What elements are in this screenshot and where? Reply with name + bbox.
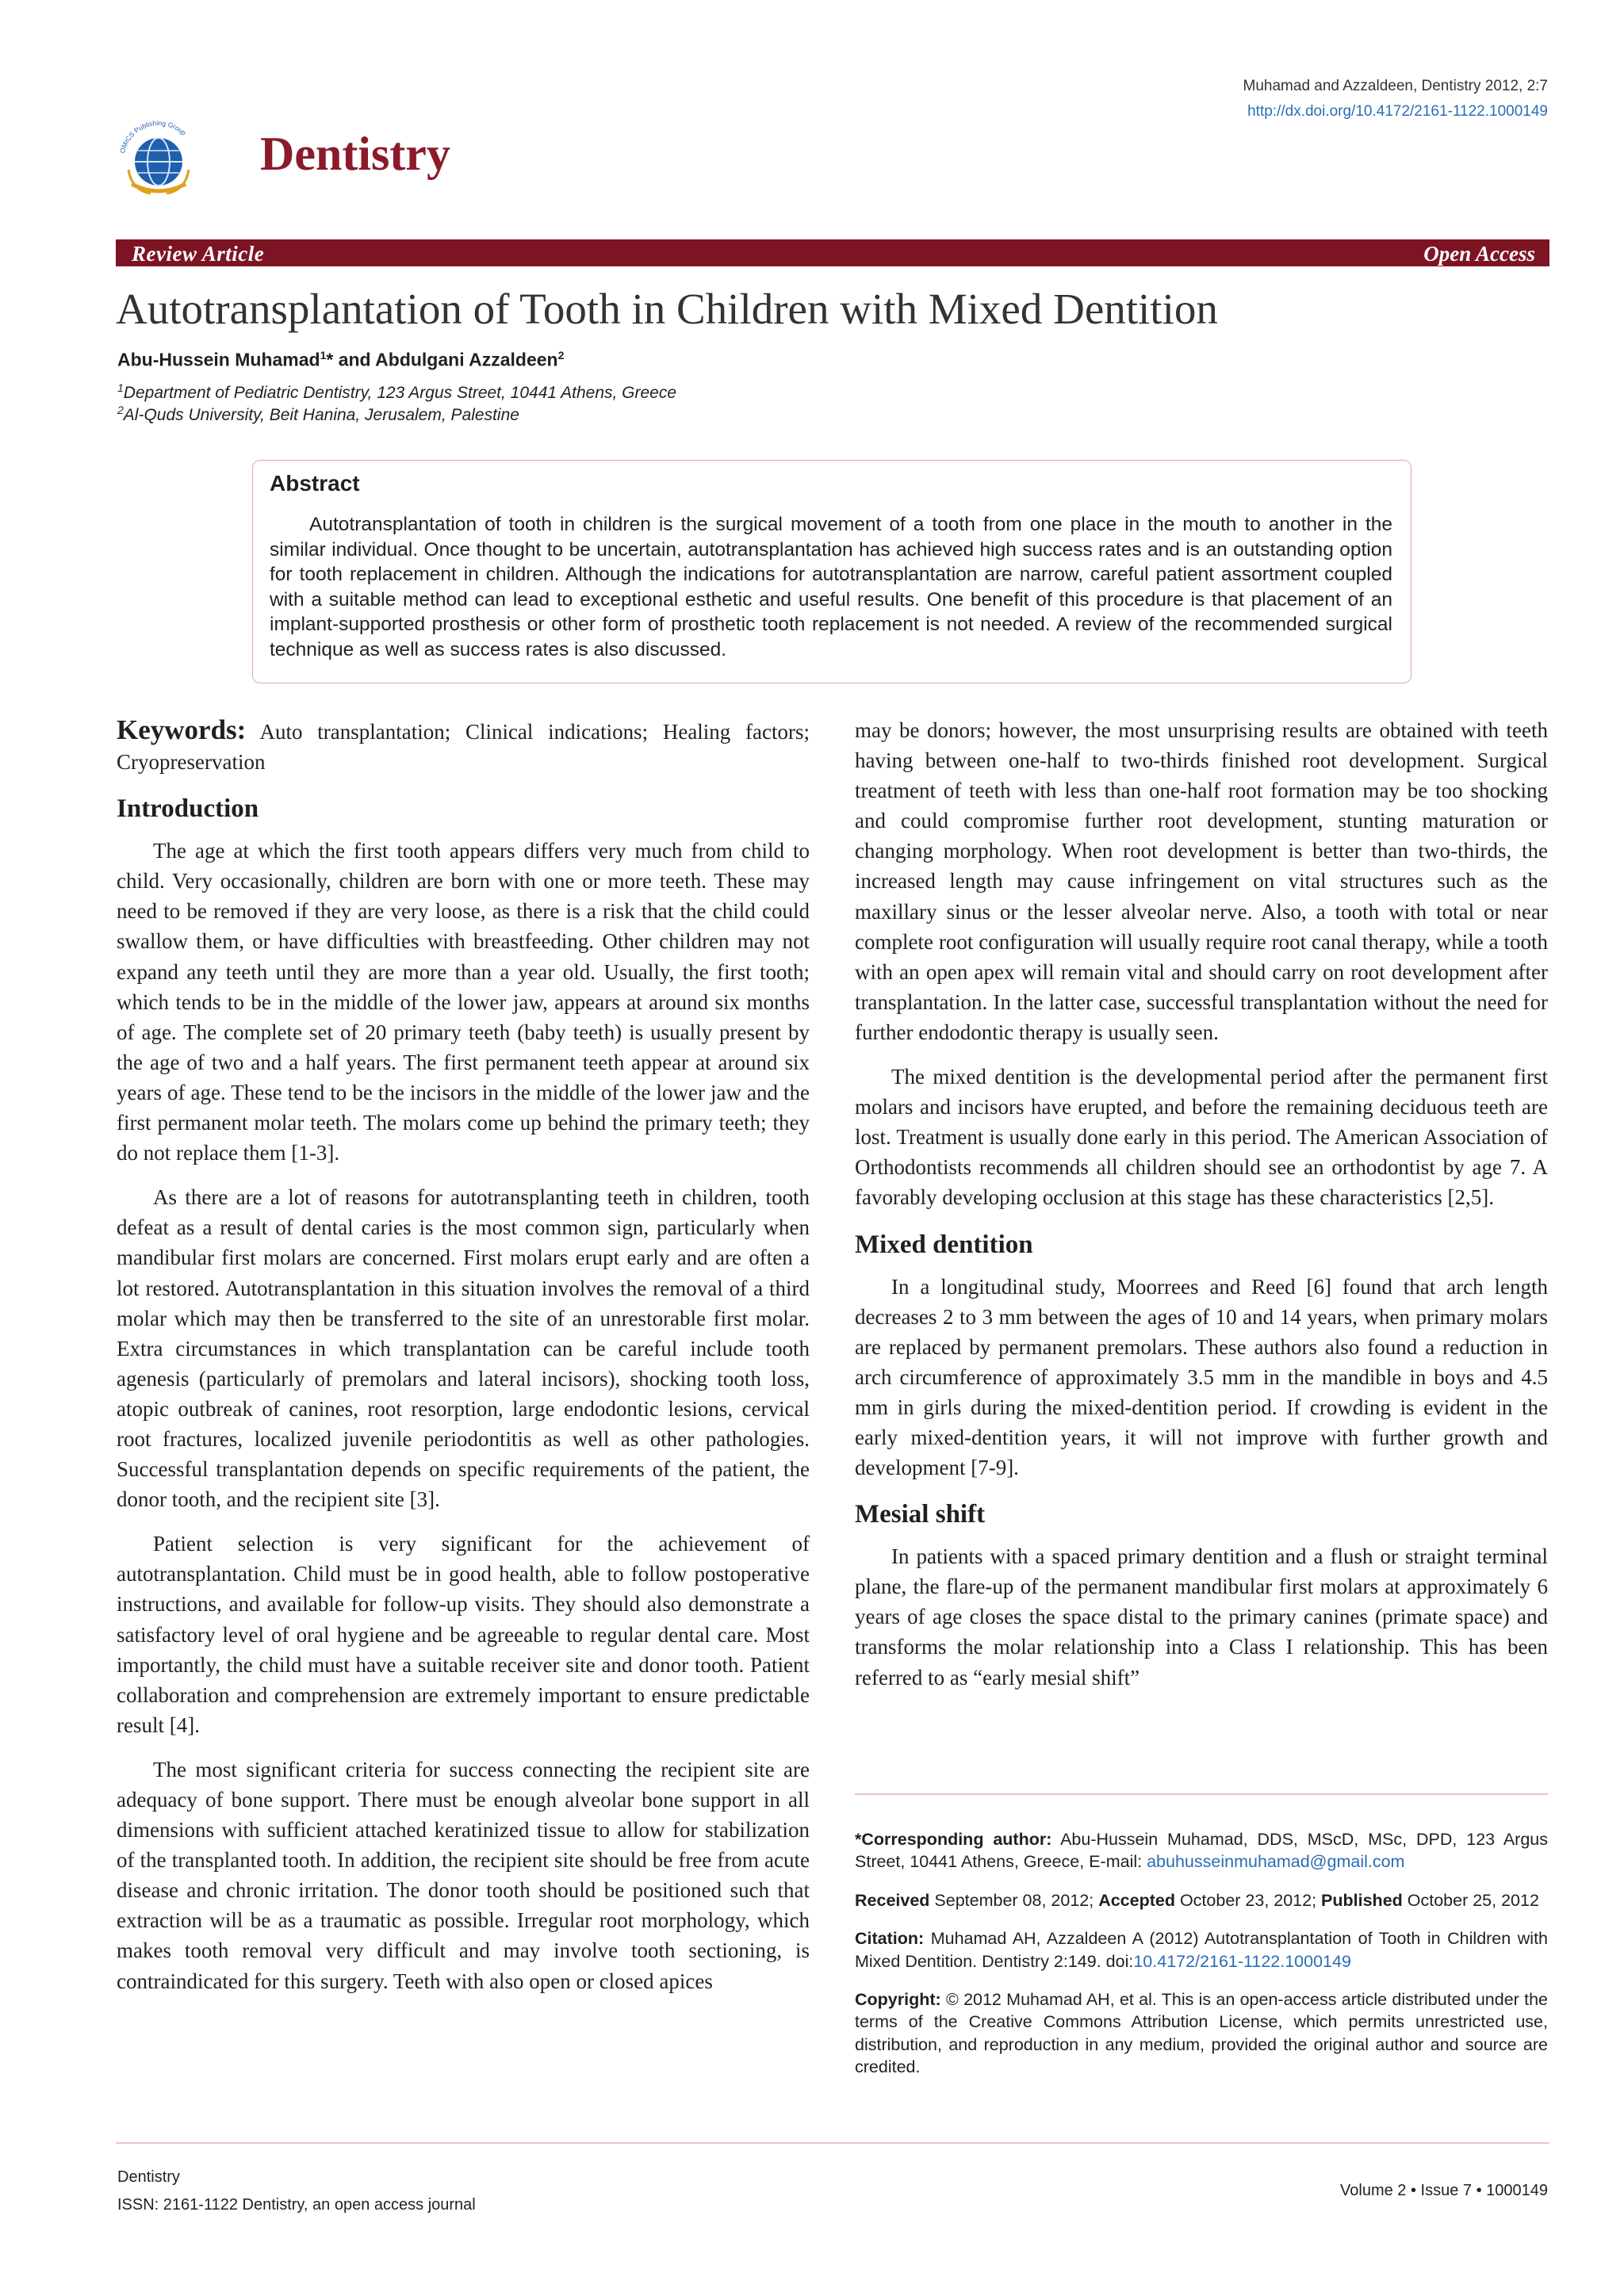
article-title: Autotransplantation of Tooth in Children with Mixed Dentition — [116, 285, 1218, 333]
affiliation — [117, 381, 676, 403]
dates-note — [855, 1889, 1548, 1911]
copyright-note — [855, 1988, 1548, 2079]
mesial-shift-heading: Mesial shift — [855, 1500, 986, 1529]
received-label: Received — [855, 1890, 930, 1910]
citation-text: Muhamad AH, Azzaldeen A (2012) Autotransplantation of Tooth in Children with Mixed Dentition. Dentistry 2:149. doi: — [855, 1929, 1548, 1971]
citation-header: Muhamad and Azzaldeen, Dentistry 2012, 2:7 — [1243, 78, 1548, 94]
author-name: Abu-Hussein Muhamad — [117, 349, 320, 370]
keywords-label: Keywords: — [117, 714, 247, 745]
publisher-logo — [111, 111, 206, 206]
author-name: Abdulgani Azzaldeen — [375, 349, 558, 370]
corresponding-author-label: *Corresponding author: — [855, 1830, 1052, 1849]
footnotes — [855, 1828, 1548, 2095]
author-affiliation-mark: 1 — [320, 349, 327, 362]
keywords — [117, 715, 810, 777]
citation-label: Citation: — [855, 1929, 925, 1949]
author-separator: and — [333, 349, 376, 370]
corresponding-mark: * — [326, 349, 334, 370]
abstract-heading: Abstract — [270, 471, 360, 496]
corresponding-author-text: Abu-Hussein Muhamad, DDS, MScD, MSc, DPD, 123 Argus Street, 10441 Athens, Greece, E-mail: — [855, 1830, 1548, 1872]
affiliation-text: Al-Quds University, Beit Hanina, Jerusalem, Palestine — [123, 406, 519, 424]
published-label: Published — [1321, 1890, 1403, 1910]
published-date: October 25, 2012 — [1402, 1890, 1539, 1910]
abstract-text: Autotransplantation of tooth in children is the surgical movement of a tooth from one place in the mouth to another in the similar individual. Once thought to be uncertain, autotransplantation has achieved high success rates and is an outstanding option for tooth replacement in children. Although the indications for autotransplantation are narrow, careful patient assortment coupled with a suitable method can lead to exceptional esthetic and useful results. One benefit of this procedure is that placement of an implant-supported prosthesis or other form of prosthetic tooth replacement is not needed. A review of the recommended surgical technique as well as success rates is also discussed. — [270, 514, 1392, 660]
mixed-dentition-heading: Mixed dentition — [855, 1230, 1033, 1259]
open-access-label: Open Access — [1423, 242, 1535, 266]
accepted-label: Accepted — [1098, 1890, 1175, 1910]
paragraph: The mixed dentition is the developmental period after the permanent first molars and incisors have erupted, and before the remaining deciduous teeth are lost. Treatment is usually done early in this period. The American Association of Orthodontists recommends all children should see an orthodontist by age 7. A favorably developing occlusion at this stage has these characteristics [2,5]. — [855, 1065, 1548, 1210]
author-affiliation-mark: 2 — [557, 349, 565, 362]
affiliation-text: Department of Pediatric Dentistry, 123 Argus Street, 10441 Athens, Greece — [123, 384, 677, 402]
article-type-banner — [116, 239, 1549, 266]
doi-link[interactable]: http://dx.doi.org/10.4172/2161-1122.1000149 — [1247, 103, 1548, 120]
journal-name: Dentistry — [260, 128, 450, 180]
author-list — [117, 349, 564, 371]
footer-volume: Volume 2 • Issue 7 • 1000149 — [1340, 2182, 1548, 2199]
footer-issn: ISSN: 2161-1122 Dentistry, an open access journal — [117, 2196, 476, 2214]
copyright-label: Copyright: — [855, 1990, 941, 2010]
left-column — [117, 715, 810, 2011]
received-date: September 08, 2012; — [929, 1890, 1099, 1910]
globe-icon — [111, 111, 206, 206]
footer-divider — [116, 2142, 1549, 2144]
corresponding-author-note — [855, 1828, 1548, 1873]
copyright-text: © 2012 Muhamad AH, et al. This is an open-access article distributed under the terms of the Creative Commons Attribution License, which permits unrestricted use, distribution, and reproduction in any medium, provided the original author and source are credited. — [855, 1990, 1548, 2077]
keywords-text: Auto transplantation; Clinical indications; Healing factors; Cryopreservation — [117, 720, 810, 775]
paragraph: The age at which the first tooth appears differs very much from child to child. Very occasionally, children are born with one or more teeth. These may need to be removed if they are very loose, as there is a risk that the child could swallow them, or have difficulties with breastfeeding. Other children may not expand any teeth until they are more than a year old. Usually, the first tooth; which tends to be in the middle of the lower jaw, appears at around six months of age. The complete set of 20 primary teeth (baby teeth) is usually present by the age of two and a half years. The first permanent teeth appear at around six years of age. These tend to be the incisors in the middle of the lower jaw and the first permanent molar teeth. The molars come up behind the primary teeth; they do not replace them [1-3]. — [117, 839, 810, 1165]
paragraph: may be donors; however, the most unsurprising results are obtained with teeth having between one-half to two-thirds finished root development. Surgical treatment of teeth with less than one-half root formation may be too shocking and could compromise further root development, stunting maturation or changing morphology. When root development is better than two-thirds, the increased length may cause infringement on vital structures such as the maxillary sinus or the lesser alveolar nerve. Also, a tooth with total or near complete root configuration will usually require root canal therapy, while a tooth with an open apex will remain vital and should carry on root development after transplantation. In the latter case, successful transplantation without the need for further endodontic therapy is usually seen. — [855, 718, 1548, 1044]
footnote-divider — [855, 1793, 1548, 1795]
introduction-heading: Introduction — [117, 794, 259, 824]
logo-text: OMICS Publishing Group — [117, 118, 188, 155]
right-column — [855, 715, 1548, 1707]
citation-doi-link[interactable]: 10.4172/2161-1122.1000149 — [1133, 1951, 1351, 1971]
paragraph: Patient selection is very significant for the achievement of autotransplantation. Child must be in good health, able to follow postoperative instructions, and available for follow-up visits. They should also demonstrate a satisfactory level of oral hygiene and be agreeable to regular dental care. Most importantly, the child must have a suitable receiver site and donor tooth. Patient collaboration and comprehension are extremely important to ensure predictable result [4]. — [117, 1532, 810, 1737]
affiliation — [117, 404, 519, 425]
email-link[interactable]: abuhusseinmuhamad@gmail.com — [1147, 1852, 1405, 1872]
paragraph: As there are a lot of reasons for autotransplanting teeth in children, tooth defeat as a result of dental caries is the most common sign, particularly when mandibular first molars are concerned. First molars erupt early and are often a lot restored. Autotransplantation in this situation involves the removal of a third molar which may then be transferred to the site of an unrestorable first molar. Extra circumstances in which transplantation can be careful include tooth agenesis (particularly of premolars and lateral incisors), shocking tooth loss, atopic outbreak of canines, root resorption, large endodontic lesions, cervical root fractures, localized juvenile periodontitis as well as other pathologies. Successful transplantation depends on specific requirements of the patient, the donor tooth, and the recipient site [3]. — [117, 1185, 810, 1512]
paragraph: In a longitudinal study, Moorrees and Reed [6] found that arch length decreases 2 to 3 mm between the ages of 10 and 14 years, when primary molars are replaced by permanent premolars. These authors also found a reduction in arch circumference of approximately 3.5 mm in the mandible in boys and 4.5 mm in girls during the mixed-dentition period. If crowding is evident in the early mixed-dentition years, it will not improve with further growth and development [7-9]. — [855, 1274, 1548, 1480]
affiliation-number: 1 — [117, 381, 124, 394]
article-type-label: Review Article — [132, 242, 265, 266]
citation-note — [855, 1927, 1548, 1973]
affiliation-number: 2 — [117, 404, 124, 416]
paragraph: In patients with a spaced primary dentition and a flush or straight terminal plane, the flare-up of the permanent mandibular first molars at approximately 6 years of age closes the space distal to the primary canines (primate space) and transforms the molar relationship into a Class I relationship. This has been referred to as “early mesial shift” — [855, 1544, 1548, 1689]
accepted-date: October 23, 2012; — [1174, 1890, 1322, 1910]
footer-journal: Dentistry — [117, 2168, 180, 2186]
paragraph: The most significant criteria for success connecting the recipient site are adequacy of bone support. There must be enough alveolar bone support in all dimensions with sufficient attached keratinized tissue to allow for stabilization of the transplanted tooth. In addition, the recipient site should be free from acute disease and chronic irritation. The donor tooth should be positioned such that extraction will be as a traumatic as possible. Irregular root morphology, which makes tooth removal very difficult and may involve tooth sectioning, is contraindicated for this surgery. Teeth with also open or closed apices — [117, 1757, 810, 1993]
